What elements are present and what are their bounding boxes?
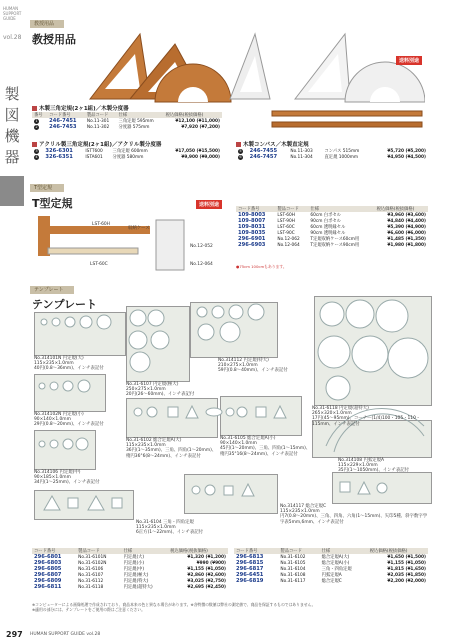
- compass-ruler-image: [270, 108, 430, 132]
- table-row: 296-6809 No.31-6112 円定規(特大) ¥3,025 (¥2,750): [34, 578, 226, 584]
- template-caption: No.314101N 円定規(大) 115×235×1.0mm 40円(0.8〜36mm)、インチ表記付: [34, 356, 104, 372]
- table-row: 109-8035 LST-90C 90cm 透明縁セル ¥6,600 (¥6,000): [238, 230, 426, 236]
- table-row: 296-6805 No.31-6106 円定規(中) ¥1,155 (¥1,050): [34, 566, 226, 572]
- template-caption: No.314117 総合定規C 115×235×1.0mm 円7(0.8〜20mm)、三角、四角、六角(1〜15mm)、矢印5種、斜字数字学字表5mm,6mm、インチ表記付: [280, 504, 428, 525]
- table-row: 109-8003 LST-60H 60cm 白ポセル ¥3,960 (¥3,600): [238, 212, 426, 218]
- shipping-badge: 送料別途: [396, 56, 422, 65]
- table-row: 3 326-6301 ISTT600 三角定規 600mm ¥17,050 (¥15,500): [35, 148, 220, 154]
- template-caption: No.31-6105 総合定規A(小) 90×140×1.0mm 45円(1〜20mm)、三角、四角(1〜15mm)、楕円35°16(8〜24mm)、インチ表記付: [220, 436, 311, 457]
- tsquare-title: T型定規: [32, 197, 73, 210]
- footer-title: HUMAN SUPPORT GUIDE vol.28: [30, 632, 101, 637]
- tsquare-label: No.12-052: [190, 244, 213, 249]
- table-row: 109-8031 LST-60C 60cm 透明縁セル ¥5,390 (¥4,900): [238, 224, 426, 230]
- template-caption: No.314108 円弧定規A 115×229×1.0mm 35円(1〜1050mm)、インチ表記付: [338, 458, 410, 474]
- table-row: 296-6803 No.31-6102N 円定規(小) ¥990 (¥900): [34, 560, 226, 566]
- table-row: 2 246-7453 No.11-302 分度器 575mm ¥7,920 (¥7,200): [35, 124, 220, 130]
- tsquare-label: 収納ケース: [128, 226, 150, 231]
- acrylic-title: アクリル製三角定規(2ヶ1組)／アクリル製分度器: [32, 140, 161, 148]
- table-row: 5 246-7455 No.11-303 コンパス 515mm ¥5,720 (¥5,200): [239, 148, 426, 154]
- table-row: 296-6819 No.31-6117 総合定規C ¥2,200 (¥2,000): [236, 578, 426, 584]
- compass-title: 木製コンパス／木製直定規: [236, 140, 309, 148]
- template-caption: No.314102N 円定規(小) 90×140×1.0mm 29円(0.8〜20mm)、インチ表記付: [34, 412, 104, 428]
- wood-title: 木製三角定規(2ヶ1組)／木製分度器: [32, 104, 129, 112]
- tsquare-table: コード番号 製品コード 仕様 税込価格(税抜価格) 109-8003 LST-60H 60cm 白ポセル ¥3,960 (¥3,600) 109-8007 LST-90H 90cm 白ポセル ¥4,840 (¥4,400) 109-8031 LST-60C 60cm 透明縁セル ¥5,390 (¥4,900) 109-8035 LST-90C 90cm 透明縁セル ¥6,600 (¥6,000) 296-6901 No.12-062 T定規収納ケース60cm用 ¥1,485 (¥1,350) 296-6903 No.12-064 T定規収納ケース90cm用 ¥1,980 (¥1,800): [238, 207, 426, 248]
- template-table-right: コード番号 製品コード 仕様 税込価格(税抜価格) 296-6813 No.31-6102 総合定規A(大) ¥1,650 (¥1,500) 296-6815 No.31-6105 総合定規A(小) ¥1,155 (¥1,050) 296-6817 No.31-6104 三角・四角定規 ¥1,815 (¥1,650) 296-6451 No.31-6108 円弧定規A ¥2,035 (¥1,850) 296-6819 No.31-6117 総合定規C ¥2,200 (¥2,000): [236, 549, 426, 584]
- table-row: 296-6811 No.31-6118 円定規(超特大) ¥2,695 (¥2,450): [34, 584, 226, 590]
- table-row: 109-8007 LST-90H 90cm 白ポセル ¥4,840 (¥4,400): [238, 218, 426, 224]
- table-row: 6 246-7457 No.11-304 直定規 1000mm ¥4,950 (¥4,500): [239, 154, 426, 160]
- template-table-left: コード番号 製品コード 仕様 税込価格(税抜価格) 296-6801 No.31-6101N 円定規(大) ¥1,320 (¥1,200) 296-6803 No.31-6102N 円定規(小) ¥990 (¥900) 296-6805 No.31-6106 円定規(中) ¥1,155 (¥1,050) 296-6807 No.31-6107 円定規(極大) ¥2,860 (¥2,600) 296-6809 No.31-6112 円定規(特大) ¥3,025 (¥2,750) 296-6811 No.31-6118 円定規(超特大) ¥2,695 (¥2,450): [34, 549, 226, 590]
- tsquare-label: LST-60H: [92, 222, 110, 227]
- tsquare-banner: T型定規: [30, 184, 64, 192]
- table-row: 296-6801 No.31-6101N 円定規(大) ¥1,320 (¥1,200): [34, 554, 226, 560]
- tsquare-note: ●75cm 100cmもあります。: [236, 264, 287, 269]
- table-row: 1 246-7451 No.11-301 三角定規 595mm ¥12,100 (¥11,000): [35, 118, 220, 124]
- table-row: 296-6451 No.31-6108 円弧定規A ¥2,035 (¥1,850): [236, 572, 426, 578]
- table-row: 296-6813 No.31-6102 総合定規A(大) ¥1,650 (¥1,500): [236, 554, 426, 560]
- template-note: ※コンピューターによる画像処理で作成されており、商品本来の色と異なる場合があります。※各特徴の数値は弊社の測定値で、商品を保証するものではありません。 ※適用の部分には、テンプレートをご使用の際はご注意ください。: [32, 602, 316, 612]
- table-row: 296-6903 No.12-064 T定規収納ケース90cm用 ¥1,980 (¥1,800): [238, 242, 426, 248]
- product-image-triangles: [80, 24, 290, 104]
- table-row: 4 326-6351 ISTA601 分度器 580mm ¥9,900 (¥9,000): [35, 154, 220, 160]
- tsquare-shipping-badge: 送料別途: [196, 200, 222, 209]
- acrylic-table: [32, 148, 222, 160]
- compass-table: [236, 148, 428, 160]
- category-label: 製図機器: [4, 85, 20, 166]
- volume-label: vol.28: [3, 34, 22, 41]
- template-caption: No.31-6118 円定規(超特大) 265×320×1.0mm 17円(45〜95mm)、コーナー(1/4)100・105・110・115mm、インチ表記付: [312, 406, 421, 427]
- template-banner: テンプレート: [30, 286, 74, 294]
- template-caption: No.314106 円定規(中) 90×185×1.0mm 34円(1〜25mm)、インチ表記付: [34, 470, 100, 486]
- template-caption: No.31-6102 総合定規A(大) 115×235×1.0mm 36円(1〜35mm)、三角、四角(1〜20mm)、楕円36°6(8〜24mm)、インチ表記付: [126, 438, 217, 459]
- table-row: 296-6807 No.31-6107 円定規(極大) ¥2,860 (¥2,600): [34, 572, 226, 578]
- tsquare-label: LST-60C: [90, 262, 108, 267]
- section-title: 教授用品: [32, 33, 76, 46]
- brand-label: HUMAN SUPPORT GUIDE: [3, 6, 22, 21]
- section-banner: 教授用品: [30, 20, 64, 28]
- template-title: テンプレート: [32, 298, 98, 311]
- table-row: 296-6815 No.31-6105 総合定規A(小) ¥1,155 (¥1,050): [236, 560, 426, 566]
- sidebar-stripe: [0, 176, 24, 206]
- table-row: 296-6901 No.12-062 T定規収納ケース60cm用 ¥1,485 (¥1,350): [238, 236, 426, 242]
- wood-table: 番号 コード番号 製品コード 仕様 税込価格(税抜価格) 1 246-7451 No.11-301 三角定規 595mm ¥12,100 (¥11,000) 2 246-7453 No.11-302 分度器 575mm ¥7,920 (¥7,200): [34, 113, 220, 130]
- tsquare-label: No.12-064: [190, 262, 213, 267]
- table-row: 296-6817 No.31-6104 三角・四角定規 ¥1,815 (¥1,650): [236, 566, 426, 572]
- template-caption: No.31-6104 三角・四角定規 115×235×1.0mm 6正方(1〜22mm)、インチ表記付: [136, 520, 204, 536]
- template-caption: No.31-6107 円定規(極大) 250×275×1.0mm 20円(26〜60mm)、インチ表記付: [126, 382, 195, 398]
- page-number: 297: [6, 630, 23, 639]
- template-caption: No.314112 円定規(特大) 210×275×1.0mm 59円(0.8〜40mm)、インチ表記付: [218, 358, 288, 374]
